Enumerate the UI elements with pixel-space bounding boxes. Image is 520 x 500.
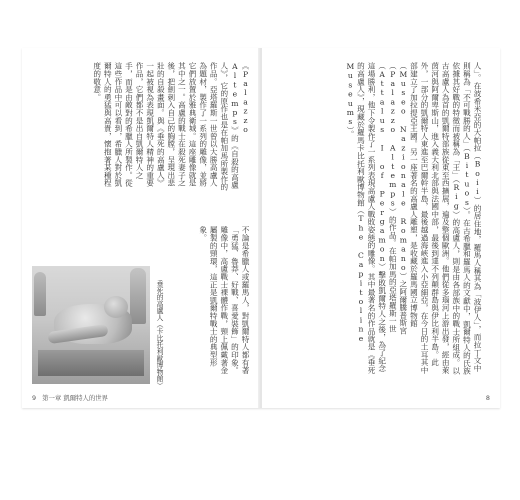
right-page-text: 人」。在波希米亞的大帕拉（Boii）的居住地，羅馬人稱其為「波伊人」，而拉丁文中則稱為「不可戰勝的人」（Bituos）。在古希臘和羅馬人的文獻中，凱爾特人的氏族依據其好戰的特徵而被稱為「王」（Rig）的高盧人，則是由各部族中的戰士所組成。以古高盧人為首的凱爾特部族從東至西擴展，遍及整個歐洲。他們從多瑙河上游出發，經由萊茵河與阿爾卑斯山，進入義大利北部與法國中部，最後到達不列顛群島與伊比利半島。此外，一部分的凱爾特人東進至巴爾幹半島，最後越過海峽進入小亞細亞，在今日的土耳其中部建立了加拉提亞王國。另一座著名的高盧人雕塑，是收藏於羅馬國立博物館（Museo Nazionale Romano）之阿爾騰普斯宮（Palazzo Altemps）的作品。在帕加馬的亞塔羅斯一世（Attalus I of Pergamon）擊敗凱爾特人之後，為了紀念這場勝利，他下令製作了一系列表現高盧人戰敗姿態的雕像。其中最著名的作品就是《垂死的高盧人》，現藏於羅馬卡比托利歐博物館（The Capitoline Museums）。	[345, 62, 482, 375]
left-page-text-bottom: 不論是希臘人或羅馬人，對凱爾特人都有著「勇猛、魯莽、好戰、喜愛裝飾」的印象。雕像中，高盧戰士裸體作戰，頸上佩戴著金屬製的頸環，這正是凱爾特戰士的典型形象。	[198, 226, 250, 375]
page-number: 8	[485, 394, 490, 402]
statue-head	[104, 296, 128, 318]
left-page-footer	[32, 393, 108, 402]
statue-plinth	[38, 350, 144, 376]
page-number: 9	[32, 394, 37, 402]
chapter-title: 第一章 凱爾特人的世界	[42, 394, 109, 402]
book-spread	[22, 48, 500, 408]
left-page	[22, 48, 260, 408]
right-page	[262, 48, 500, 408]
right-page-footer	[486, 394, 490, 402]
left-page-text-top: 《Palazzo Altemps》的《自殺的高盧人》，它的原作也是在帕加馬所製作的作品。亞塔羅斯一世曾以大勝高盧人為題材，製作了一系列的雕像，並將它們放置於雅典衛城。這座雕像就是其中之一。高盧的戰士在殺死妻子之後，把劍刺入自己的胸膛，呈現出悲壯的自殺畫面。與《垂死的高盧人》一起被視為表現凱爾特人精神的重要作品，它們都不是出自凱爾特人之手，而是由敵對的希臘人所製作。從這些作品中可以看到，希臘人對於凱爾特人的勇猛與高貴，懷抱著某種程度的敬意。	[92, 62, 250, 191]
background-statue-left	[34, 272, 46, 316]
photo-caption: 垂死的高盧人（卡比托利歐博物館）	[155, 280, 163, 389]
